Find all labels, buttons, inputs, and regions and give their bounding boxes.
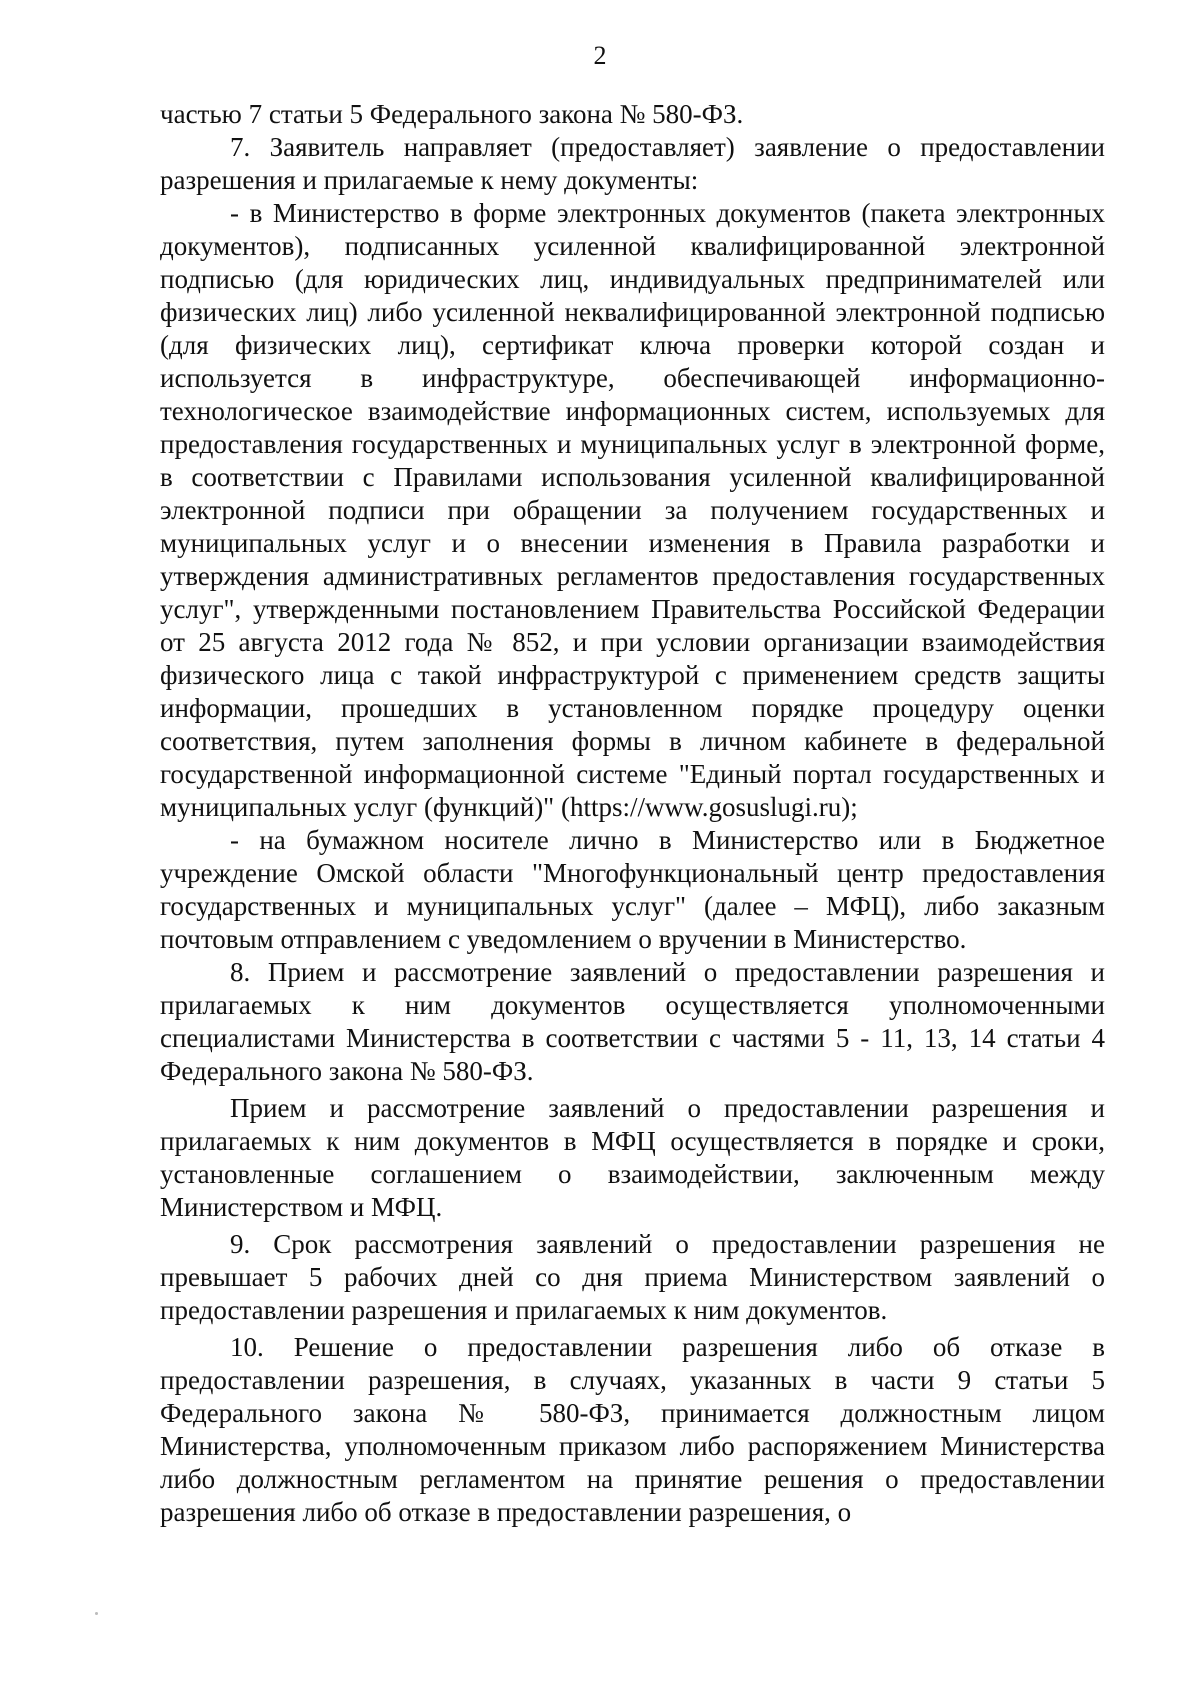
paragraph-item-9: 9. Срок рассмотрения заявлений о предоставлении разрешения не превышает 5 рабочих дней со дня приема Министерством заявлений о предоставлении разрешения и прилагаемых к ним документов. [160, 1229, 1105, 1325]
scan-speck [95, 1612, 98, 1615]
page-number: 2 [593, 41, 607, 70]
document-body [160, 98, 1105, 1529]
paragraph-mfc-review: Прием и рассмотрение заявлений о предоставлении разрешения и прилагаемых к ним документов в МФЦ осуществляется в порядке и сроки, установленные соглашением о взаимодействии, заключенным между Министерством и МФЦ. [160, 1093, 1105, 1222]
paragraph-paper-submission: - на бумажном носителе лично в Министерство или в Бюджетное учреждение Омской области "Многофункциональный центр предоставления государственных и муниципальных услуг" (далее – МФЦ), либо заказным почтовым отправлением с уведомлением о вручении в Министерство. [160, 825, 1105, 954]
paragraph-item-8: 8. Прием и рассмотрение заявлений о предоставлении разрешения и прилагаемых к ним документов осуществляется уполномоченными специалистами Министерства в соответствии с частями 5 - 11, 13, 14 статьи 4 Федерального закона № 580-ФЗ. [160, 957, 1105, 1086]
paragraph-continuation: частью 7 статьи 5 Федерального закона № 580-ФЗ. [160, 99, 744, 129]
paragraph-item-7: 7. Заявитель направляет (предоставляет) заявление о предоставлении разрешения и прилагаемые к нему документы: [160, 132, 1105, 195]
paragraph-item-10: 10. Решение о предоставлении разрешения либо об отказе в предоставлении разрешения, в случаях, указанных в части 9 статьи 5 Федерального закона № 580-ФЗ, принимается должностным лицом Министерства, уполномоченным приказом либо распоряжением Министерства либо должностным регламентом на принятие решения о предоставлении разрешения либо об отказе в предоставлении разрешения, о [160, 1332, 1105, 1527]
paragraph-electronic-submission: - в Министерство в форме электронных документов (пакета электронных документов), подписанных усиленной квалифицированной электронной подписью (для юридических лиц, индивидуальных предпринимателей или физических лиц) либо усиленной неквалифицированной электронной подписью (для физических лиц), сертификат ключа проверки которой создан и используется в инфраструктуре, обеспечивающей информационно-технологическое взаимодействие информационных систем, используемых для предоставления государственных и муниципальных услуг в электронной форме, в соответствии с Правилами использования усиленной квалифицированной электронной подписи при обращении за получением государственных и муниципальных услуг и о внесении изменения в Правила разработки и утверждения административных регламентов предоставления государственных услуг", утвержденными постановлением Правительства Российской Федерации от 25 августа 2012 года № 852, и при условии организации взаимодействия физического лица с такой инфраструктурой с применением средств защиты информации, прошедших в установленном порядке процедуру оценки соответствия, путем заполнения формы в личном кабинете в федеральной государственной информационной системе "Единый портал государственных и муниципальных услуг (функций)" (https://www.gosuslugi.ru); [160, 198, 1105, 822]
